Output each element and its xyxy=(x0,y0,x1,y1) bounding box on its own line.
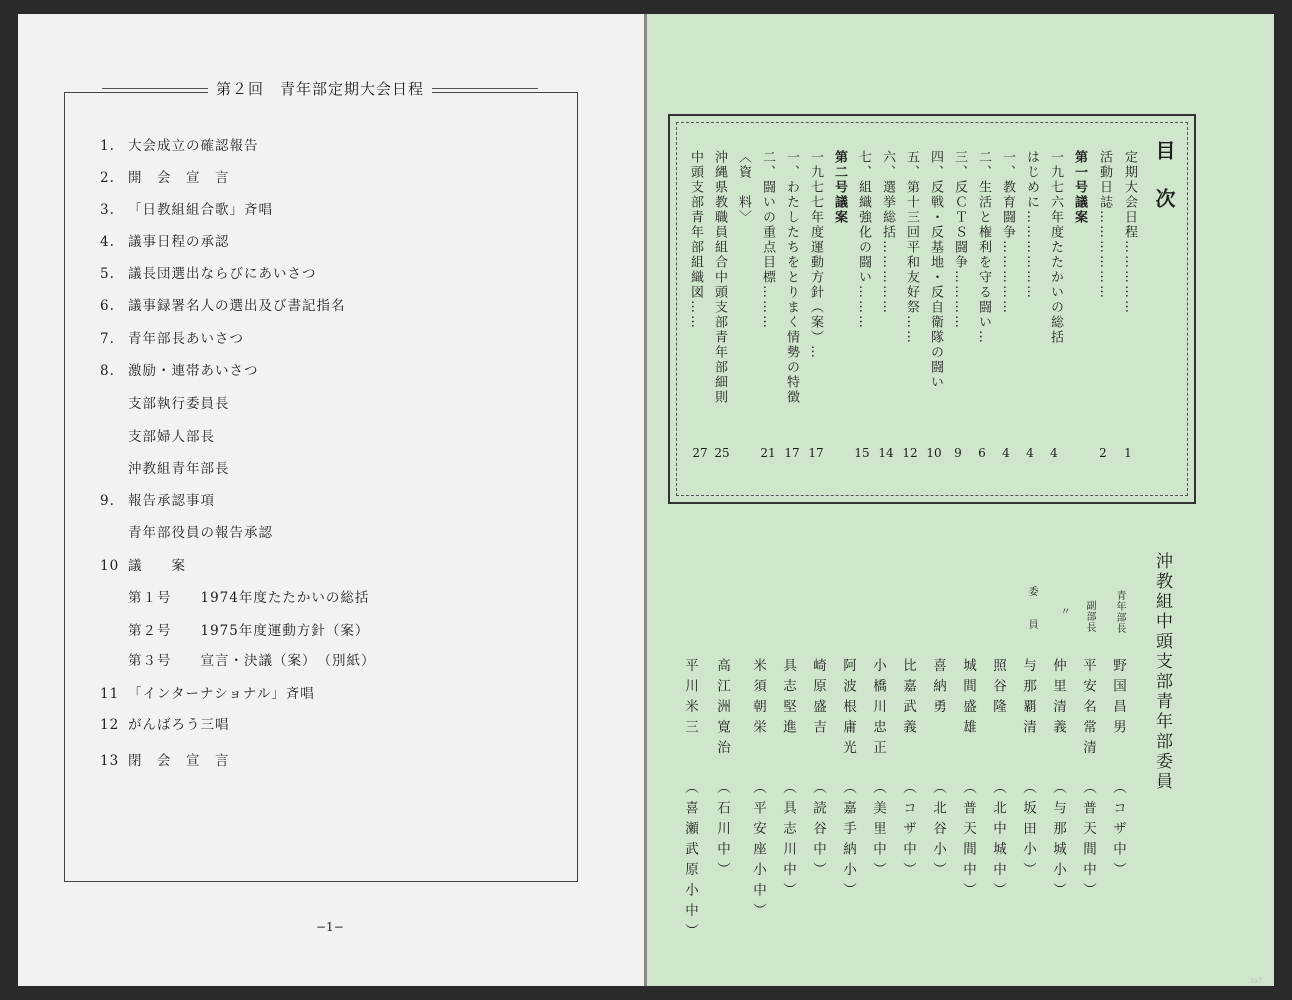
toc-page: 17 xyxy=(808,446,824,460)
member-name: 照谷隆 xyxy=(990,658,1006,720)
toc-page: 12 xyxy=(902,446,918,460)
page-number: −1− xyxy=(316,920,344,934)
member-name: 与那覇清 xyxy=(1020,658,1036,740)
member-school: （コザ中） xyxy=(900,780,916,883)
toc-entry: 沖縄県教職員組合中頭支部青年部細則 xyxy=(712,150,727,405)
toc-entry: 中頭支部青年部組織図…… xyxy=(688,150,703,330)
toc-page: 17 xyxy=(784,446,800,460)
toc-page: 6 xyxy=(978,446,986,460)
page-fold xyxy=(644,14,647,986)
toc-entry: はじめに……………… xyxy=(1024,150,1039,300)
schedule-item: 沖教組青年部長 xyxy=(128,461,230,477)
toc-page: 4 xyxy=(1026,446,1034,460)
toc-page: 9 xyxy=(954,446,962,460)
toc-entry: 一、わたしたちをとりまく情勢の特徴 xyxy=(784,150,799,405)
member-name: 阿波根庸光 xyxy=(840,658,856,761)
member-name: 平川米三 xyxy=(682,658,698,740)
member-school: （美里中） xyxy=(870,780,886,883)
toc-entry: 五、第十三回平和友好祭…… xyxy=(904,150,919,345)
toc-page: 25 xyxy=(714,446,730,460)
toc-heading: 第一号議案 xyxy=(1072,150,1087,225)
toc-page: 4 xyxy=(1002,446,1010,460)
toc-entry: 二、生活と権利を守る闘い… xyxy=(976,150,991,345)
schedule-item: 6. 議事録署名人の選出及び書記指名 xyxy=(100,298,346,314)
toc-entry: 三、反ＣＴＳ闘争………… xyxy=(952,150,967,330)
member-school: （与那城小） xyxy=(1050,780,1066,903)
member-school: （北中城中） xyxy=(990,780,1006,903)
toc-entry: 活動日誌……………… xyxy=(1097,150,1112,300)
toc-entry: 一九七六年度たたかいの総括 xyxy=(1048,150,1063,345)
toc-entry: 二、闘いの重点目標……… xyxy=(760,150,775,330)
toc-entry: 定期大会日程…………… xyxy=(1122,150,1137,315)
schedule-title xyxy=(82,78,558,99)
member-name: 小橋川忠正 xyxy=(870,658,886,761)
schedule-item: 8. 激励・連帯あいさつ xyxy=(100,363,259,379)
member-school: （普天間中） xyxy=(1080,780,1096,903)
member-name: 比嘉武義 xyxy=(900,658,916,740)
toc-entry: 〈資 料〉 xyxy=(736,150,751,225)
schedule-item: 4. 議事日程の承認 xyxy=(100,234,230,250)
toc-entry: 一九七七年度運動方針（案）… xyxy=(808,150,823,360)
role-vice: 副部長 xyxy=(1084,600,1095,633)
member-name: 仲里清義 xyxy=(1050,658,1066,740)
member-school: （具志川中） xyxy=(780,780,796,903)
schedule-item: 9. 報告承認事項 xyxy=(100,493,215,509)
member-school: （石川中） xyxy=(714,780,730,883)
schedule-item: 第１号 1974年度たたかいの総括 xyxy=(128,590,370,606)
toc-page: 4 xyxy=(1050,446,1058,460)
toc-page: 21 xyxy=(760,446,776,460)
schedule-item: 5. 議長団選出ならびにあいさつ xyxy=(100,266,317,282)
member-school: （嘉手納小） xyxy=(840,780,856,903)
toc-entry: 七、組織強化の闘い……… xyxy=(856,150,871,330)
toc-page: 14 xyxy=(878,446,894,460)
toc-entry: 六、選挙総括…………… xyxy=(880,150,895,315)
schedule-item: 11 「インターナショナル」斉唱 xyxy=(100,686,315,702)
member-name: 米須朝栄 xyxy=(750,658,766,740)
toc-page: 2 xyxy=(1099,446,1107,460)
schedule-item: 第２号 1975年度運動方針（案） xyxy=(128,623,370,639)
schedule-item: 13 閉 会 宣 言 xyxy=(100,753,230,769)
member-name: 平安名常清 xyxy=(1080,658,1096,761)
member-name: 崎原盛吉 xyxy=(810,658,826,740)
member-school: （読谷中） xyxy=(810,780,826,883)
member-name: 野国昌男 xyxy=(1110,658,1126,740)
schedule-item: 12 がんばろう三唱 xyxy=(100,717,230,733)
member-school: （平安座小中） xyxy=(750,780,766,924)
schedule-title-text: 第２回 青年部定期大会日程 xyxy=(208,80,432,98)
schedule-item: 支部執行委員長 xyxy=(128,396,230,412)
schedule-item: 第３号 宣言・決議（案） （別紙） xyxy=(128,653,376,669)
member-name: 具志堅進 xyxy=(780,658,796,740)
toc-entry: 四、反戦・反基地・反自衛隊の闘い xyxy=(928,150,943,390)
member-name: 喜納勇 xyxy=(930,658,946,720)
role-ditto: 〃 xyxy=(1058,606,1069,617)
schedule-item: 1. 大会成立の確認報告 xyxy=(100,138,259,154)
schedule-item: 青年部役員の報告承認 xyxy=(128,525,273,541)
member-school: （普天間中） xyxy=(960,780,976,903)
toc-heading: 第二号議案 xyxy=(832,150,847,225)
role-chief: 青年部長 xyxy=(1114,590,1125,634)
toc-page: 27 xyxy=(692,446,708,460)
member-school: （北谷小） xyxy=(930,780,946,883)
toc-page: 10 xyxy=(926,446,942,460)
member-name: 城間盛雄 xyxy=(960,658,976,740)
committee-title: 沖教組中頭支部青年部委員 xyxy=(1152,552,1172,792)
role-members: 委 員 xyxy=(1026,586,1037,630)
schedule-item: 支部婦人部長 xyxy=(128,429,215,445)
schedule-item: 7. 青年部長あいさつ xyxy=(100,331,244,347)
member-school: （コザ中） xyxy=(1110,780,1126,883)
toc-page: 15 xyxy=(854,446,870,460)
member-school: （喜瀬武原小中） xyxy=(682,780,698,944)
corner-mark: ﾐｮｳ xyxy=(1250,976,1262,985)
toc-title: 目次 xyxy=(1152,140,1176,236)
member-name: 高江洲寛治 xyxy=(714,658,730,761)
toc-page: 1 xyxy=(1124,446,1132,460)
schedule-item: 3. 「日教組組合歌」斉唱 xyxy=(100,202,273,218)
schedule-item: 10 議 案 xyxy=(100,558,186,574)
toc-entry: 一、教育闘争…………… xyxy=(1000,150,1015,315)
member-school: （坂田小） xyxy=(1020,780,1036,883)
schedule-item: 2. 開 会 宣 言 xyxy=(100,170,230,186)
